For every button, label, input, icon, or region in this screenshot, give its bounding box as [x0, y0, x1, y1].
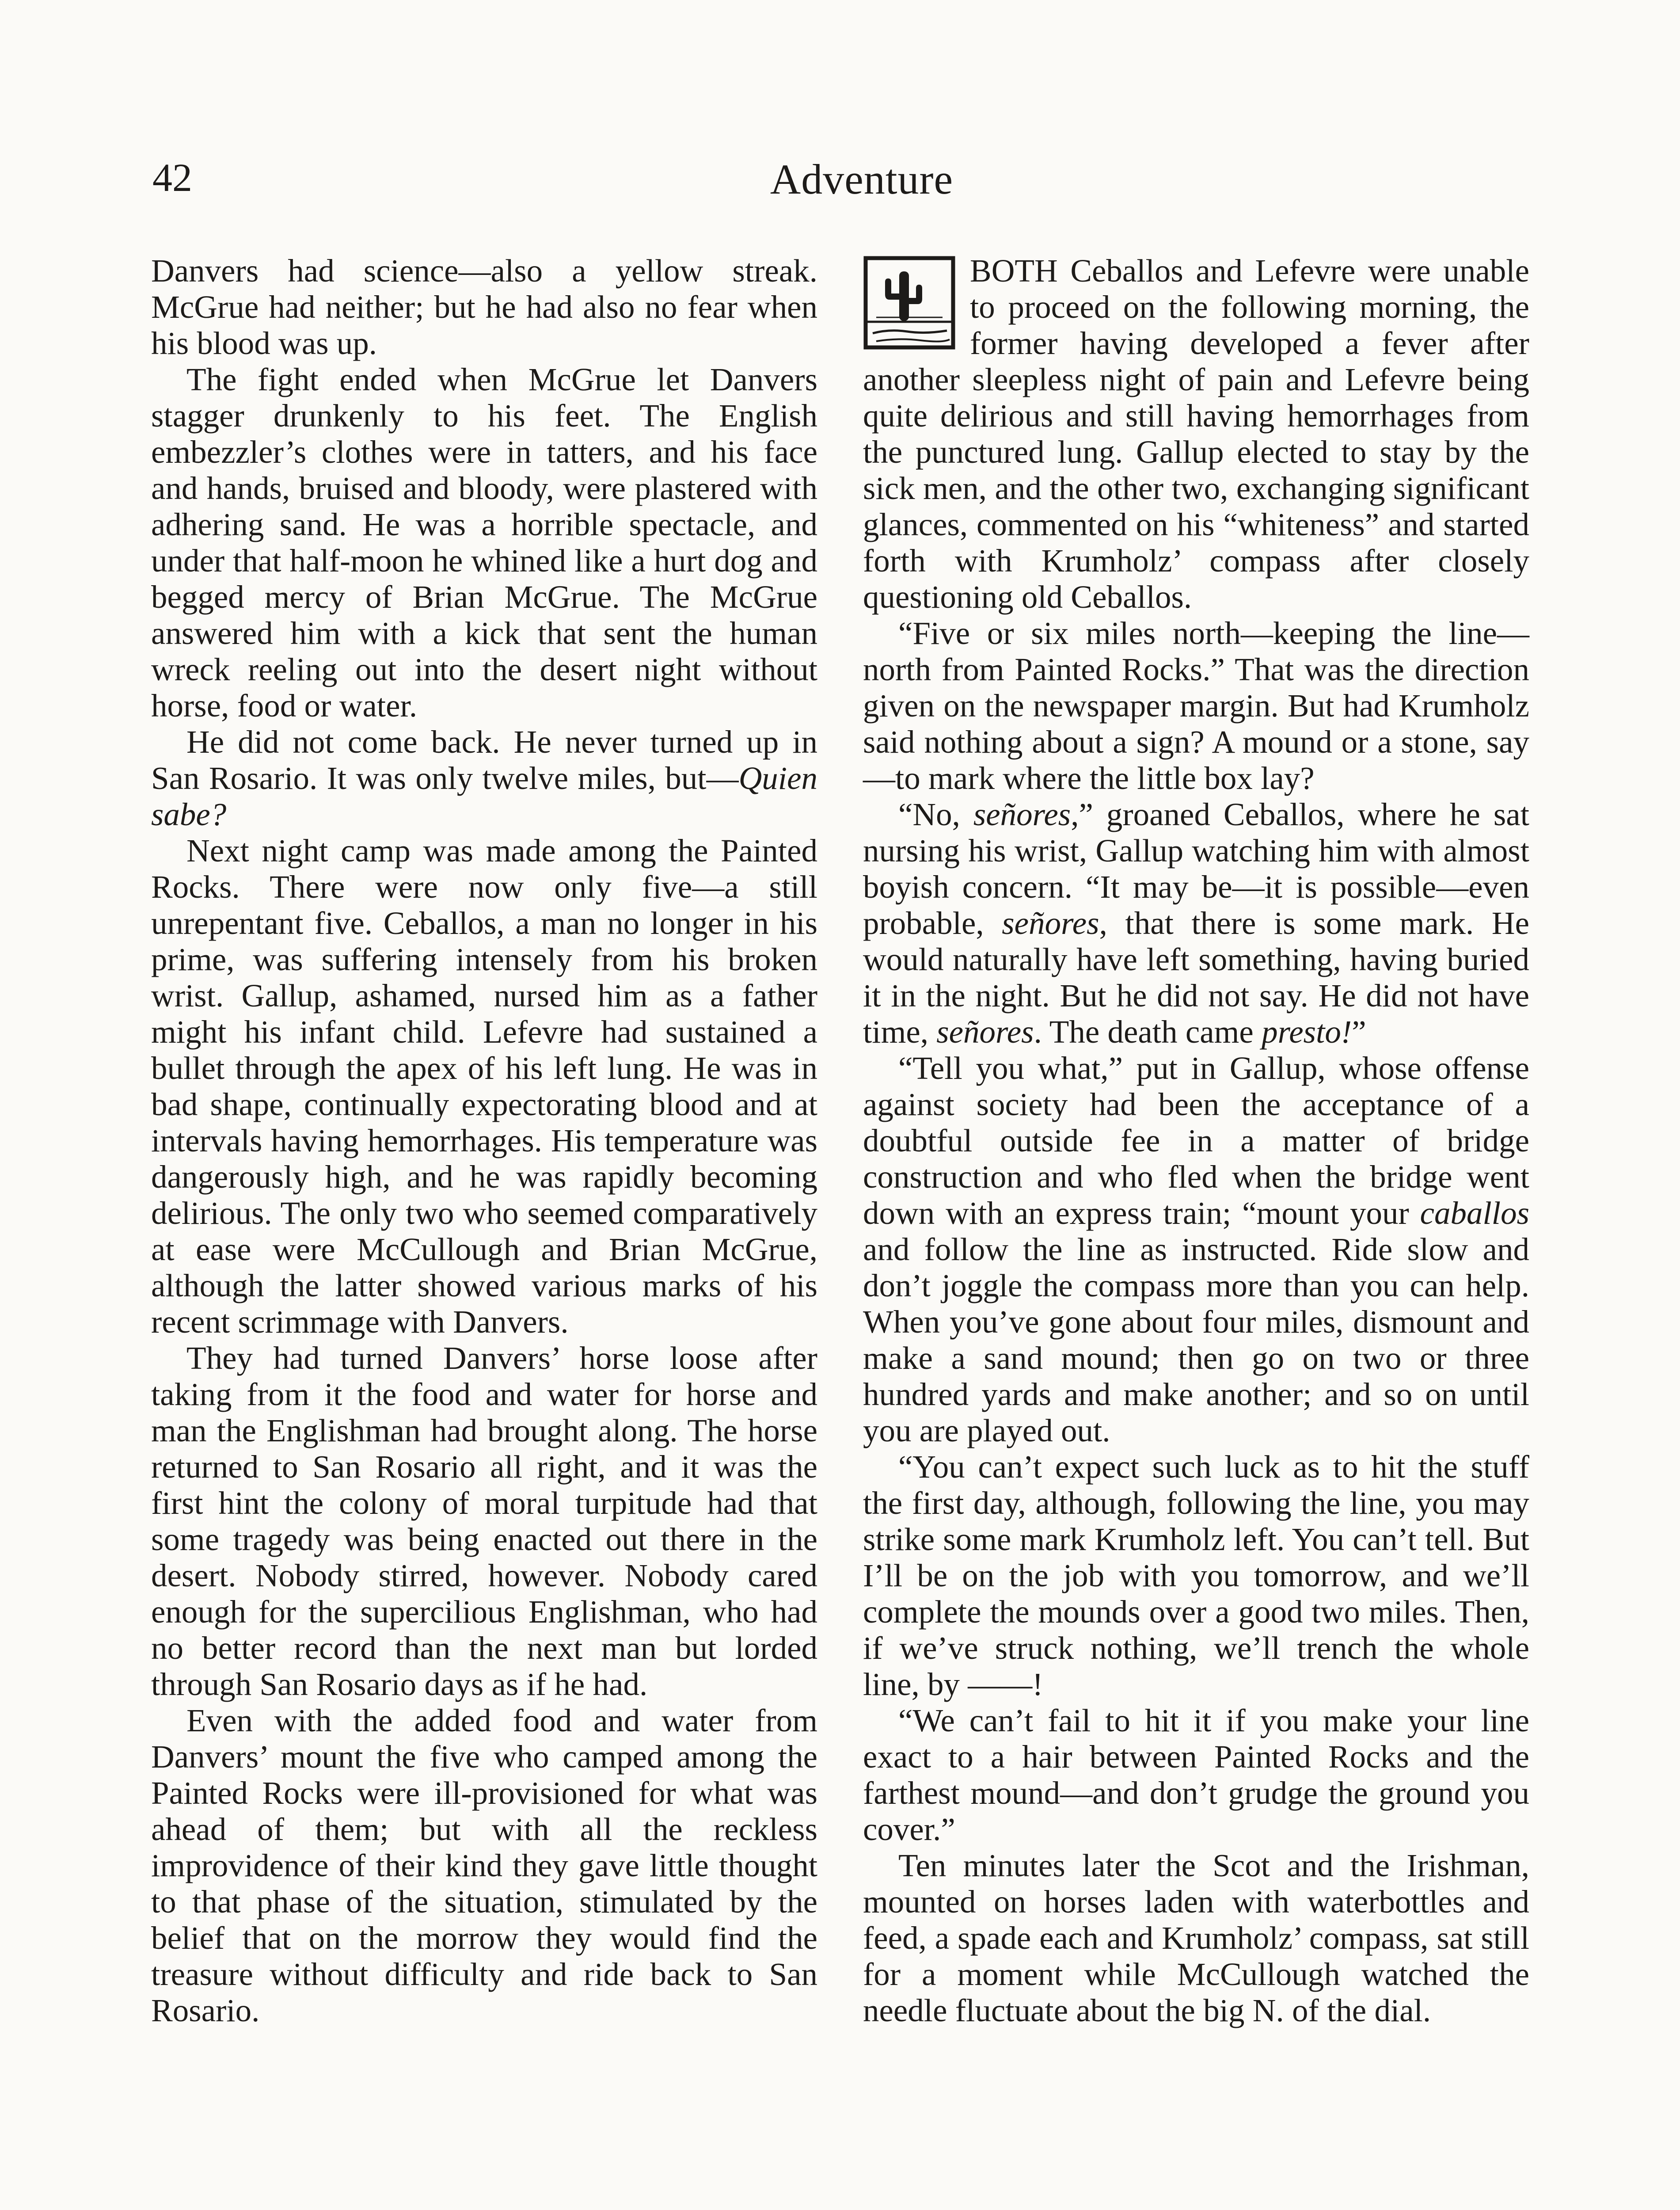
paragraph: Even with the added food and water from Danvers’ mount the five who camped among the Painted Rocks were ill-provisioned for what was ahead of them; but with all the reckless improvidence of their kind they gave little thought to that phase of the situation, stimulated by the belief that on the morrow they would find the treasure without difficulty and ride back to San Rosario.: [151, 1703, 817, 2028]
paragraph: They had turned Danvers’ horse loose after taking from it the food and water for horse and man the Englishman had brought along. The horse returned to San Rosario all right, and it was the first hint the colony of moral turpitude had that some tragedy was being enacted out there in the desert. Nobody stirred, however. Nobody cared enough for the supercilious Englishman, who had no better record than the next man but lorded through San Rosario days as if he had.: [151, 1340, 817, 1702]
paragraph: Danvers had science—also a yellow streak. McGrue had neither; but he had also no fear when his blood was up.: [151, 253, 817, 361]
dropcap-lead: BOTH: [970, 253, 1058, 289]
paragraph: Ten minutes later the Scot and the Irishman, mounted on horses laden with waterbottles and feed, a spade each and Krumholz’ compass, sat still for a moment while McCullough watched the needle fluctuate about the big N. of the dial.: [863, 1848, 1529, 2028]
paragraph: The fight ended when McGrue let Danvers stagger drunkenly to his feet. The English embezzler’s clothes were in tatters, and his face and hands, bruised and bloody, were plastered with adhering sand. He was a horrible spectacle, and under that half-moon he whined like a hurt dog and begged mercy of Brian McGrue. The McGrue answered him with a kick that sent the human wreck reeling out into the desert night without horse, food or water.: [151, 362, 817, 724]
running-header-title: Adventure: [770, 156, 954, 203]
left-column: [151, 253, 817, 2029]
page-number: 42: [152, 156, 192, 200]
paragraph: “You can’t expect such luck as to hit the stuff the first day, although, following the line, you may strike some mark Krumholz left. You can’t tell. But I’ll be on the job with you tomorrow, and we’ll complete the mounds over a good two miles. Then, if we’ve struck nothing, we’ll trench the whole line, by ——!: [863, 1449, 1529, 1702]
paragraph: “Tell you what,” put in Gallup, whose offense against society had been the acceptance of a doubtful outside fee in a matter of bridge construction and who fled when the bridge went down with an express train; “mount your caballos and follow the line as instructed. Ride slow and don’t joggle the compass more than you can help. When you’ve gone about four miles, dismount and make a sand mound; then go on two or three hundred yards and make another; and so on until you are played out.: [863, 1050, 1529, 1448]
right-column: [863, 253, 1529, 2029]
paragraph: “We can’t fail to hit it if you make your line exact to a hair between Painted Rocks and the farthest mound—and don’t grudge the ground you cover.”: [863, 1703, 1529, 1847]
paragraph: “Five or six miles north—keeping the line—north from Painted Rocks.” That was the direction given on the newspaper margin. But had Krumholz said nothing about a sign? A mound or a stone, say—to mark where the little box lay?: [863, 615, 1529, 796]
cactus-ornament-icon: [863, 255, 956, 350]
paragraph: He did not come back. He never turned up in San Rosario. It was only twelve miles, but—Quien sabe?: [151, 724, 817, 832]
paragraph: Next night camp was made among the Painted Rocks. There were now only five—a still unrepentant five. Ceballos, a man no longer in his prime, was suffering intensely from his broken wrist. Gallup, ashamed, nursed him as a father might his infant child. Lefevre had sustained a bullet through the apex of his left lung. He was in bad shape, continually expectorating blood and at intervals having hemorrhages. His temperature was dangerously high, and he was rapidly becoming delirious. The only two who seemed comparatively at ease were McCullough and Brian McGrue, although the latter showed various marks of his recent scrimmage with Danvers.: [151, 833, 817, 1340]
paragraph: “No, señores,” groaned Ceballos, where he sat nursing his wrist, Gallup watching him with almost boyish concern. “It may be—it is possible—even probable, señores, that there is some mark. He would naturally have left something, having buried it in the night. But he did not say. He did not have time, señores. The death came presto!”: [863, 796, 1529, 1050]
paragraph: BOTH Ceballos and Lefevre were unable to proceed on the following morning, the former having developed a fever after another sleepless night of pain and Lefevre being quite delirious and still having hemorrhages from the punctured lung. Gallup elected to stay by the sick men, and the other two, exchanging significant glances, commented on his “whiteness” and started forth with Krumholz’ compass after closely questioning old Ceballos.: [863, 253, 1529, 615]
italic-phrase: Quien sabe?: [151, 760, 817, 832]
